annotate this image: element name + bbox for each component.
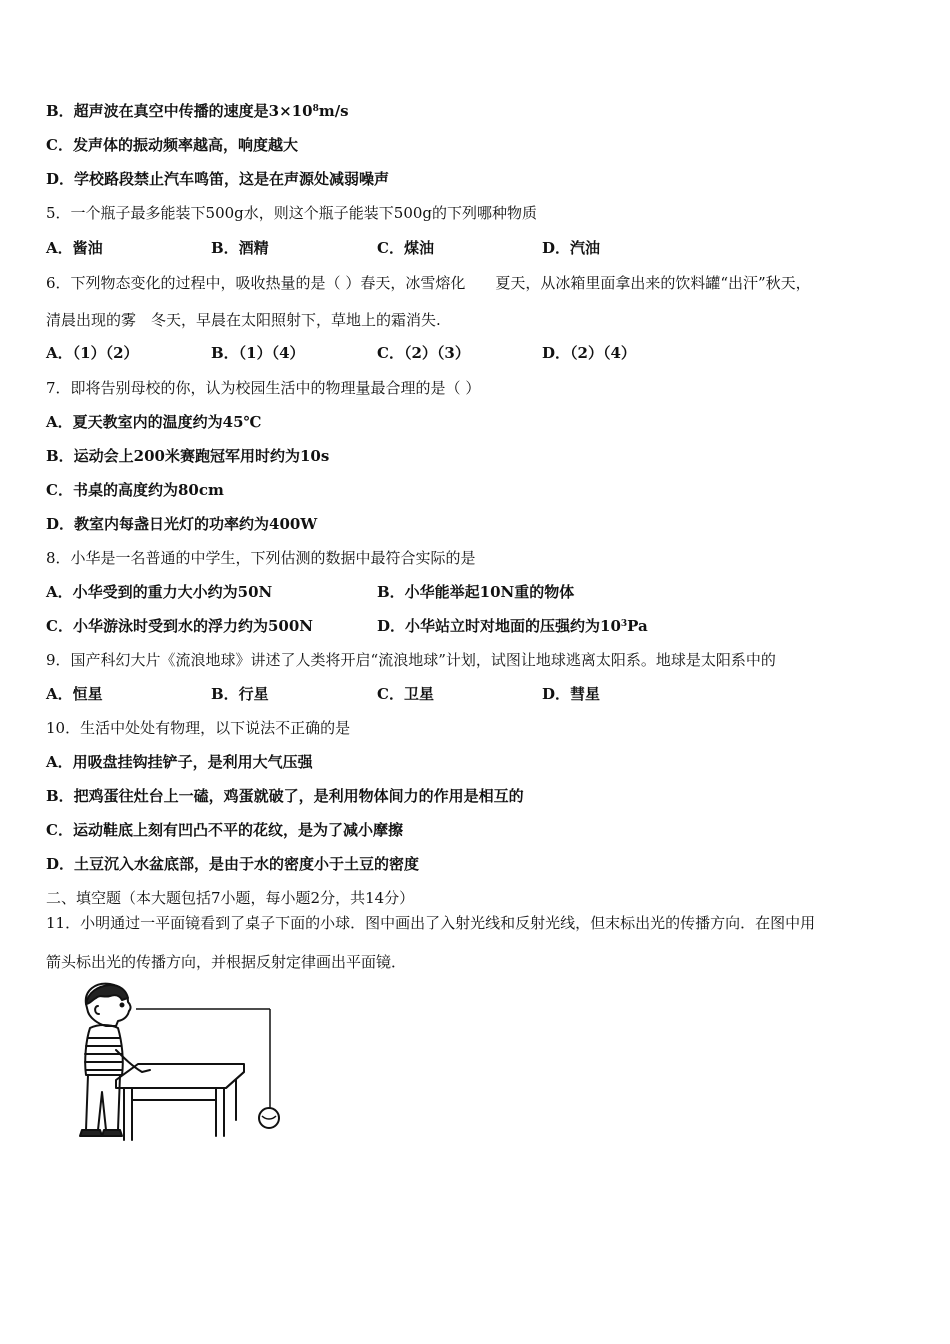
q9-option-d: D．彗星 bbox=[542, 685, 601, 703]
q11-stem-line2: 箭头标出光的传播方向，并根据反射定律画出平面镜． bbox=[46, 953, 407, 971]
q11-stem-line1: 11．小明通过一平面镜看到了桌子下面的小球．图中画出了入射光线和反射光线，但末标出光的传播方向．在图中用 bbox=[46, 914, 816, 932]
q8-option-a: A．小华受到的重力大小约为50N bbox=[46, 583, 273, 601]
q5-stem: 5．一个瓶子最多能装下500g水，则这个瓶子能装下500g的下列哪种物质 bbox=[46, 204, 538, 222]
q5-option-c: C．煤油 bbox=[377, 239, 434, 257]
q9-option-b: B．行星 bbox=[211, 685, 269, 703]
q7-option-a: A．夏天教室内的温度约为45℃ bbox=[46, 413, 262, 431]
q4-option-b: B．超声波在真空中传播的速度是$3\times 10^8m/s$ bbox=[46, 102, 349, 120]
q5-option-b: B．酒精 bbox=[211, 239, 269, 257]
q6-option-a: A．（1）（2） bbox=[46, 344, 139, 362]
q9-option-c: C．卫星 bbox=[377, 685, 434, 703]
q7-option-c: C．书桌的高度约为80cm bbox=[46, 481, 224, 499]
q6-option-b: B．（1）（4） bbox=[211, 344, 305, 362]
q5-option-a: A．酱油 bbox=[46, 239, 103, 257]
q7-option-b: B．运动会上200米赛跑冠军用时约为10s bbox=[46, 447, 330, 465]
q5-option-d: D．汽油 bbox=[542, 239, 601, 257]
q10-option-a: A．用吸盘挂钩挂铲子，是利用大气压强 bbox=[46, 753, 313, 771]
q10-option-b: B．把鸡蛋往灶台上一磕，鸡蛋就破了，是利用物体间力的作用是相互的 bbox=[46, 787, 524, 805]
q8-option-d: D．小华站立时对地面的压强约为$10^3Pa$ bbox=[377, 617, 648, 635]
q9-stem: 9．国产科幻大片《流浪地球》讲述了人类将开启“流浪地球”计划，试图让地球逃离太阳系。地球是太阳系中的 bbox=[46, 651, 776, 669]
ball bbox=[259, 1108, 279, 1128]
q8-stem: 8．小华是一名普通的中学生，下列估测的数据中最符合实际的是 bbox=[46, 549, 476, 567]
q6-stem-line1: 6．下列物态变化的过程中，吸收热量的是（ ）春天，冰雪熔化 夏天，从冰箱里面拿出来的饮料罐“出汗”秋天， bbox=[46, 274, 811, 292]
q7-stem: 7．即将告别母校的你，认为校园生活中的物理量最合理的是（ ） bbox=[46, 379, 481, 397]
boy-legs bbox=[86, 1075, 120, 1130]
section-2-title: 二、填空题（本大题包括7小题，每小题2分，共14分） bbox=[46, 889, 415, 907]
q4-option-d: D．学校路段禁止汽车鸣笛，这是在声源处减弱噪声 bbox=[46, 170, 390, 188]
q6-option-c: C．（2）（3） bbox=[377, 344, 470, 362]
q4-option-c: C．发声体的振动频率越高，响度越大 bbox=[46, 136, 298, 154]
q10-option-d: D．土豆沉入水盆底部，是由于水的密度小于土豆的密度 bbox=[46, 855, 420, 873]
q6-option-d: D．（2）（4） bbox=[542, 344, 636, 362]
q8-option-c: C．小华游泳时受到水的浮力约为500N bbox=[46, 617, 313, 635]
q8-option-b: B．小华能举起10N重的物体 bbox=[377, 583, 575, 601]
q10-option-c: C．运动鞋底上刻有凹凸不平的花纹，是为了减小摩擦 bbox=[46, 821, 403, 839]
q7-option-d: D．教室内每盏日光灯的功率约为400W bbox=[46, 515, 318, 533]
q10-stem: 10．生活中处处有物理，以下说法不正确的是 bbox=[46, 719, 351, 737]
boy-table-ball-figure bbox=[76, 980, 286, 1145]
q9-option-a: A．恒星 bbox=[46, 685, 103, 703]
q6-stem-line2: 清晨出现的雾 冬天，早晨在太阳照射下，草地上的霜消失. bbox=[46, 311, 441, 329]
